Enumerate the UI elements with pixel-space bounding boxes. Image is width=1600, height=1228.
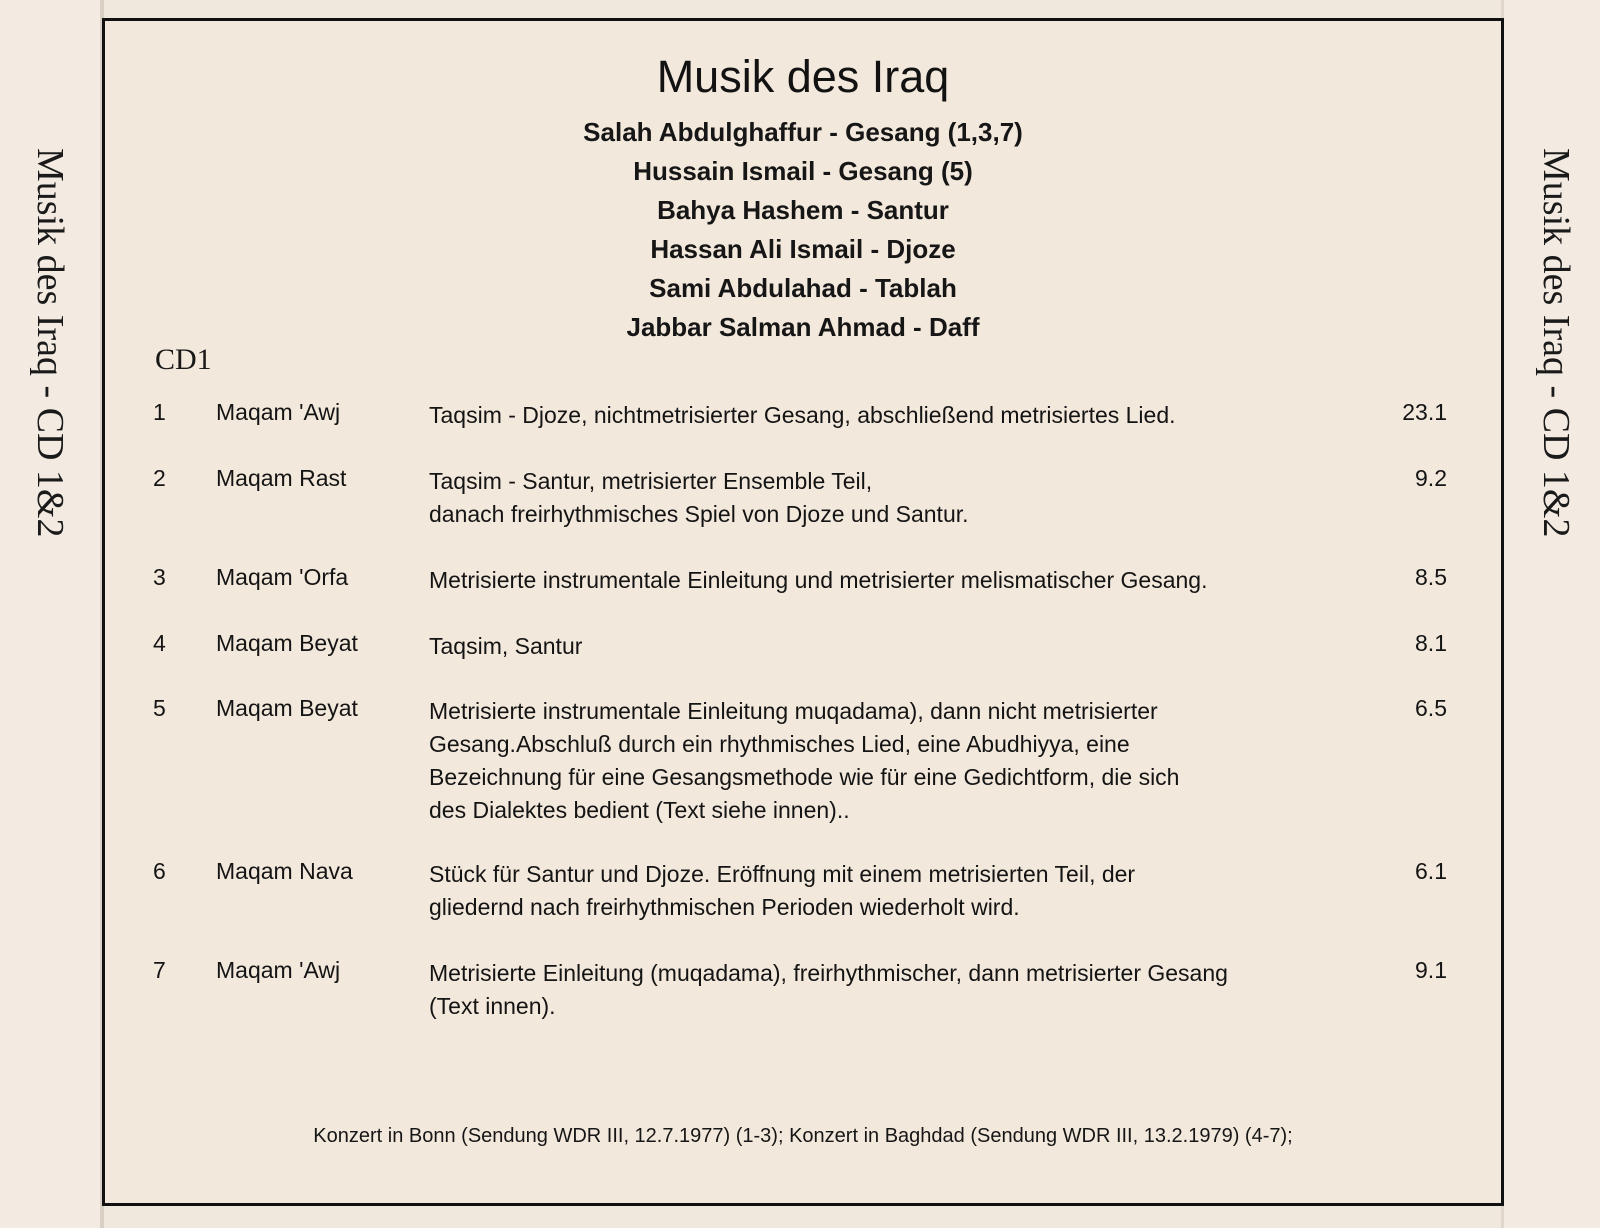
track-duration: 8.1 [1415, 630, 1447, 656]
track-description [429, 858, 1329, 924]
description-line: Taqsim - Djoze, nichtmetrisierter Gesang, abschließend metrisiertes Lied. [429, 402, 1176, 428]
recording-notes: Konzert in Bonn (Sendung WDR III, 12.7.1977) (1-3); Konzert in Baghdad (Sendung WDR III, 13.2.1979) (4-7); [313, 1125, 1293, 1147]
description-line: Taqsim, Santur [429, 633, 583, 659]
track-description [429, 695, 1329, 827]
track-description [429, 630, 1329, 663]
track-duration: 9.1 [1415, 957, 1447, 983]
track-number: 3 [153, 564, 166, 590]
track-maqam: Maqam 'Awj [216, 399, 341, 425]
track-description [429, 564, 1329, 597]
left-spine-title: Musik des Iraq - CD 1&2 [29, 148, 71, 538]
description-line: (Text innen). [429, 993, 556, 1019]
track-maqam: Maqam Beyat [216, 630, 358, 656]
credit-line: Salah Abdulghaffur - Gesang (1,3,7) [583, 117, 1023, 147]
cd-label: CD1 [155, 343, 212, 376]
description-line: Gesang.Abschluß durch ein rhythmisches Lied, eine Abudhiyya, eine [429, 731, 1130, 757]
description-line: Taqsim - Santur, metrisierter Ensemble Teil, [429, 468, 873, 494]
track-duration: 9.2 [1415, 465, 1447, 491]
track-number: 2 [153, 465, 166, 491]
track-maqam: Maqam Beyat [216, 695, 358, 721]
track-number: 5 [153, 695, 166, 721]
track-maqam: Maqam Nava [216, 858, 353, 884]
track-description [429, 957, 1329, 1023]
track-number: 4 [153, 630, 166, 656]
track-duration: 8.5 [1415, 564, 1447, 590]
track-duration: 23.1 [1402, 399, 1447, 425]
description-line: danach freirhythmisches Spiel von Djoze und Santur. [429, 501, 969, 527]
track-maqam: Maqam 'Orfa [216, 564, 349, 590]
track-description [429, 399, 1329, 432]
track-number: 7 [153, 957, 166, 983]
description-line: des Dialektes bedient (Text siehe innen).. [429, 797, 850, 823]
credit-line: Jabbar Salman Ahmad - Daff [626, 312, 980, 342]
credit-line: Bahya Hashem - Santur [657, 195, 949, 225]
description-line: gliedernd nach freirhythmischen Perioden wiederholt wird. [429, 894, 1020, 920]
description-line: Metrisierte instrumentale Einleitung muqadama), dann nicht metrisierter [429, 698, 1158, 724]
description-line: Metrisierte instrumentale Einleitung und metrisierter melismatischer Gesang. [429, 567, 1208, 593]
track-maqam: Maqam 'Awj [216, 957, 341, 983]
description-line: Stück für Santur und Djoze. Eröffnung mit einem metrisierten Teil, der [429, 861, 1136, 887]
track-number: 6 [153, 858, 166, 884]
back-cover-panel [102, 18, 1504, 1206]
track-description [429, 465, 1329, 531]
track-duration: 6.1 [1415, 858, 1447, 884]
credit-line: Hussain Ismail - Gesang (5) [633, 156, 973, 186]
credit-line: Sami Abdulahad - Tablah [649, 273, 957, 303]
album-title: Musik des Iraq [656, 51, 950, 102]
track-duration: 6.5 [1415, 695, 1447, 721]
track-maqam: Maqam Rast [216, 465, 347, 491]
track-number: 1 [153, 399, 166, 425]
description-line: Metrisierte Einleitung (muqadama), freirhythmischer, dann metrisierter Gesang [429, 960, 1228, 986]
description-line: Bezeichnung für eine Gesangsmethode wie für eine Gedichtform, die sich [429, 764, 1180, 790]
credit-line: Hassan Ali Ismail - Djoze [650, 234, 956, 264]
track-list [105, 21, 1501, 1203]
